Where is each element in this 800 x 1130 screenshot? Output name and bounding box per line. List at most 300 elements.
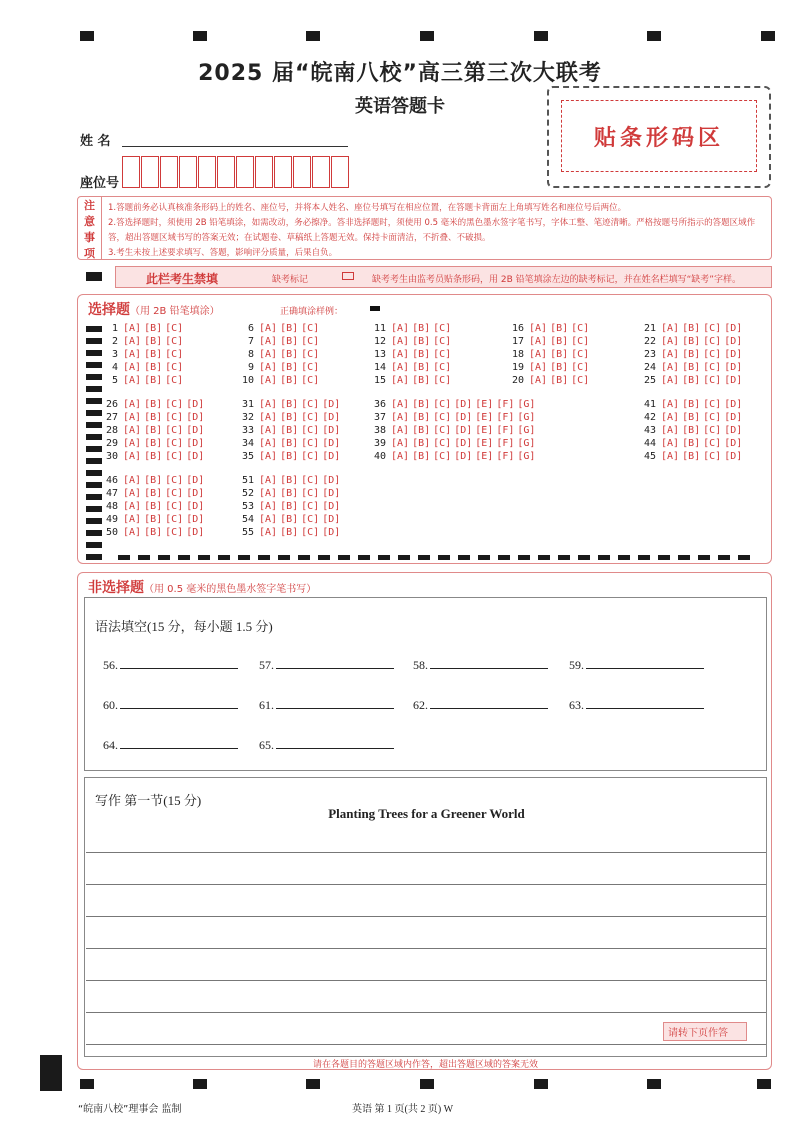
answer-bubble[interactable]: [B] [280, 501, 299, 512]
question-row [236, 501, 343, 512]
answer-bubble[interactable]: [A] [661, 375, 680, 386]
question-number: 30 [105, 451, 118, 462]
timing-mark [378, 555, 390, 560]
seat-digit-box[interactable] [274, 156, 292, 188]
answer-bubble[interactable]: [C] [703, 323, 722, 334]
answer-bubble[interactable]: [B] [682, 425, 701, 436]
blank-line[interactable] [120, 739, 238, 749]
answer-bubble[interactable]: [E] [475, 438, 494, 449]
answer-bubble[interactable]: [D] [454, 412, 473, 423]
answer-bubble[interactable]: [A] [391, 438, 410, 449]
answer-bubble[interactable]: [C] [165, 399, 184, 410]
question-number: 2 [111, 336, 118, 347]
answer-bubble[interactable]: [A] [391, 412, 410, 423]
answer-bubble[interactable]: [C] [301, 323, 320, 334]
answer-bubble[interactable]: [A] [123, 399, 142, 410]
answer-bubble[interactable]: [A] [529, 362, 548, 373]
answer-bubble[interactable]: [D] [186, 438, 205, 449]
answer-bubble[interactable]: [C] [165, 438, 184, 449]
answer-bubble[interactable]: [D] [186, 399, 205, 410]
answer-bubble[interactable]: [D] [186, 488, 205, 499]
answer-bubble[interactable]: [G] [517, 399, 536, 410]
answer-bubble[interactable]: [A] [123, 475, 142, 486]
answer-bubble[interactable]: [C] [571, 323, 590, 334]
answer-bubble[interactable]: [C] [301, 475, 320, 486]
answer-bubble[interactable]: [C] [703, 425, 722, 436]
answer-bubble[interactable]: [C] [703, 336, 722, 347]
blank-number: 59. [569, 658, 584, 672]
answer-bubble[interactable]: [A] [391, 349, 410, 360]
answer-bubble[interactable]: [C] [165, 323, 184, 334]
timing-mark [478, 555, 490, 560]
answer-bubble[interactable]: [D] [724, 438, 743, 449]
answer-bubble[interactable]: [B] [144, 412, 163, 423]
answer-bubble[interactable]: [A] [259, 501, 278, 512]
grammar-blank[interactable] [103, 738, 238, 753]
answer-bubble[interactable]: [B] [412, 349, 431, 360]
writing-line[interactable] [86, 1012, 766, 1013]
answer-bubble[interactable]: [D] [454, 451, 473, 462]
question-number: 29 [105, 438, 118, 449]
answer-bubble[interactable]: [D] [724, 399, 743, 410]
answer-bubble[interactable]: [D] [724, 451, 743, 462]
answer-bubble[interactable]: [B] [682, 451, 701, 462]
answer-bubble[interactable]: [C] [301, 362, 320, 373]
answer-bubble[interactable]: [A] [259, 336, 278, 347]
answer-bubble[interactable]: [B] [280, 323, 299, 334]
answer-bubble[interactable]: [B] [682, 336, 701, 347]
answer-bubble[interactable]: [D] [186, 451, 205, 462]
answer-bubble[interactable]: [D] [322, 514, 341, 525]
answer-bubble[interactable]: [C] [301, 488, 320, 499]
answer-bubble[interactable]: [D] [186, 425, 205, 436]
answer-bubble[interactable]: [A] [661, 323, 680, 334]
answer-bubble[interactable]: [D] [322, 488, 341, 499]
answer-bubble[interactable]: [C] [165, 514, 184, 525]
answer-bubble[interactable]: [C] [301, 425, 320, 436]
grammar-blank[interactable] [569, 698, 704, 713]
writing-line[interactable] [86, 852, 766, 853]
answer-bubble[interactable]: [B] [280, 412, 299, 423]
answer-bubble[interactable]: [C] [301, 527, 320, 538]
grammar-blank[interactable] [569, 658, 704, 673]
answer-bubble[interactable]: [A] [391, 362, 410, 373]
answer-bubble[interactable]: [B] [682, 399, 701, 410]
answer-bubble[interactable]: [B] [144, 323, 163, 334]
timing-mark [598, 555, 610, 560]
answer-bubble[interactable]: [A] [123, 527, 142, 538]
answer-bubble[interactable]: [B] [412, 412, 431, 423]
answer-bubble[interactable]: [B] [412, 451, 431, 462]
page-title: 2025 届“皖南八校”高三第三次大联考 [198, 61, 602, 86]
answer-bubble[interactable]: [B] [550, 375, 569, 386]
answer-bubble[interactable]: [B] [280, 451, 299, 462]
grammar-blank[interactable] [413, 698, 548, 713]
answer-bubble[interactable]: [C] [165, 336, 184, 347]
absent-mark-box[interactable] [342, 272, 354, 280]
answer-bubble[interactable]: [B] [682, 375, 701, 386]
grammar-blank[interactable] [259, 698, 394, 713]
answer-bubble[interactable]: [A] [391, 375, 410, 386]
answer-bubble[interactable]: [C] [703, 438, 722, 449]
answer-bubble[interactable]: [C] [301, 412, 320, 423]
seat-digit-box[interactable] [141, 156, 159, 188]
answer-bubble[interactable]: [A] [259, 527, 278, 538]
answer-bubble[interactable]: [B] [144, 362, 163, 373]
timing-mark [358, 555, 370, 560]
answer-bubble[interactable]: [B] [280, 475, 299, 486]
answer-bubble[interactable]: [C] [165, 451, 184, 462]
blank-line[interactable] [276, 739, 394, 749]
answer-bubble[interactable]: [B] [144, 349, 163, 360]
answer-bubble[interactable]: [B] [280, 349, 299, 360]
timing-mark [158, 555, 170, 560]
answer-bubble[interactable]: [D] [724, 425, 743, 436]
answer-bubble[interactable]: [B] [550, 336, 569, 347]
answer-bubble[interactable]: [B] [682, 412, 701, 423]
answer-bubble[interactable]: [B] [682, 349, 701, 360]
answer-bubble[interactable]: [B] [280, 514, 299, 525]
answer-bubble[interactable]: [C] [703, 399, 722, 410]
question-row [506, 323, 592, 334]
timing-mark [761, 31, 775, 41]
question-row [236, 323, 322, 334]
answer-bubble[interactable]: [A] [123, 336, 142, 347]
answer-bubble[interactable]: [C] [433, 362, 452, 373]
answer-bubble[interactable]: [C] [433, 412, 452, 423]
answer-bubble[interactable]: [B] [144, 336, 163, 347]
example-label: 正确填涂样例： [280, 307, 344, 317]
answer-bubble[interactable]: [A] [123, 514, 142, 525]
answer-bubble[interactable]: [F] [496, 412, 515, 423]
answer-bubble[interactable]: [C] [165, 349, 184, 360]
answer-bubble[interactable]: [F] [496, 451, 515, 462]
answer-bubble[interactable]: [C] [703, 349, 722, 360]
seat-digit-box[interactable] [312, 156, 330, 188]
answer-bubble[interactable]: [B] [280, 375, 299, 386]
answer-bubble[interactable]: [B] [412, 323, 431, 334]
answer-bubble[interactable]: [D] [454, 399, 473, 410]
answer-bubble[interactable]: [B] [550, 362, 569, 373]
answer-bubble[interactable]: [C] [433, 375, 452, 386]
blank-number: 56. [103, 658, 118, 672]
answer-bubble[interactable]: [A] [259, 349, 278, 360]
answer-bubble[interactable]: [B] [280, 362, 299, 373]
grammar-blank[interactable] [103, 698, 238, 713]
answer-bubble[interactable]: [B] [280, 438, 299, 449]
answer-bubble[interactable]: [A] [391, 323, 410, 334]
timing-mark [420, 31, 434, 41]
mc-title: 选择题 [88, 302, 130, 318]
answer-bubble[interactable]: [C] [301, 336, 320, 347]
grammar-blank[interactable] [259, 738, 394, 753]
answer-bubble[interactable]: [C] [433, 425, 452, 436]
answer-bubble[interactable]: [C] [165, 425, 184, 436]
question-row [100, 362, 186, 373]
answer-bubble[interactable]: [A] [259, 375, 278, 386]
answer-bubble[interactable]: [B] [412, 375, 431, 386]
answer-bubble[interactable]: [D] [454, 438, 473, 449]
answer-bubble[interactable]: [B] [144, 514, 163, 525]
answer-bubble[interactable]: [A] [123, 323, 142, 334]
answer-bubble[interactable]: [B] [682, 323, 701, 334]
answer-bubble[interactable]: [A] [259, 514, 278, 525]
answer-bubble[interactable]: [C] [301, 451, 320, 462]
answer-bubble[interactable]: [F] [496, 425, 515, 436]
timing-mark [86, 446, 102, 452]
nonmc-title: 非选择题 [88, 580, 144, 596]
timing-mark [86, 482, 102, 488]
answer-bubble[interactable]: [B] [412, 336, 431, 347]
answer-bubble[interactable]: [A] [123, 488, 142, 499]
answer-bubble[interactable]: [A] [259, 323, 278, 334]
answer-bubble[interactable]: [C] [301, 399, 320, 410]
answer-bubble[interactable]: [C] [571, 336, 590, 347]
answer-bubble[interactable]: [A] [259, 362, 278, 373]
answer-bubble[interactable]: [D] [322, 527, 341, 538]
answer-bubble[interactable]: [A] [123, 412, 142, 423]
answer-bubble[interactable]: [B] [412, 399, 431, 410]
answer-bubble[interactable]: [C] [301, 501, 320, 512]
name-field[interactable] [122, 146, 348, 147]
writing-line[interactable] [86, 980, 766, 981]
seat-digit-box[interactable] [217, 156, 235, 188]
blank-line[interactable] [430, 699, 548, 709]
seat-digit-box[interactable] [198, 156, 216, 188]
answer-bubble[interactable]: [A] [123, 375, 142, 386]
writing-line[interactable] [86, 884, 766, 885]
forbid-bar [115, 266, 772, 288]
question-number: 20 [511, 375, 524, 386]
answer-bubble[interactable]: [C] [433, 349, 452, 360]
answer-bubble[interactable]: [B] [144, 425, 163, 436]
answer-bubble[interactable]: [A] [259, 412, 278, 423]
answer-bubble[interactable]: [A] [259, 451, 278, 462]
answer-bubble[interactable]: [D] [186, 412, 205, 423]
answer-bubble[interactable]: [D] [454, 425, 473, 436]
answer-bubble[interactable]: [D] [322, 425, 341, 436]
answer-bubble[interactable]: [C] [301, 514, 320, 525]
question-number: 32 [241, 412, 254, 423]
seat-digit-box[interactable] [255, 156, 273, 188]
answer-bubble[interactable]: [E] [475, 412, 494, 423]
grammar-blank[interactable] [413, 658, 548, 673]
grammar-blank[interactable] [103, 658, 238, 673]
answer-bubble[interactable]: [C] [433, 323, 452, 334]
answer-bubble[interactable]: [A] [529, 336, 548, 347]
answer-bubble[interactable]: [A] [661, 412, 680, 423]
answer-bubble[interactable]: [A] [529, 323, 548, 334]
blank-line[interactable] [276, 699, 394, 709]
notice-side-char: 注 [84, 199, 95, 212]
seat-digit-box[interactable] [160, 156, 178, 188]
answer-bubble[interactable]: [E] [475, 425, 494, 436]
answer-bubble[interactable]: [A] [661, 349, 680, 360]
answer-bubble[interactable]: [B] [144, 527, 163, 538]
answer-bubble[interactable]: [B] [144, 451, 163, 462]
writing-line[interactable] [86, 948, 766, 949]
answer-bubble[interactable]: [A] [123, 425, 142, 436]
answer-bubble[interactable]: [D] [724, 412, 743, 423]
answer-bubble[interactable]: [D] [724, 336, 743, 347]
answer-bubble[interactable]: [A] [123, 362, 142, 373]
answer-bubble[interactable]: [B] [144, 438, 163, 449]
answer-bubble[interactable]: [A] [123, 349, 142, 360]
seat-digit-box[interactable] [331, 156, 349, 188]
answer-bubble[interactable]: [A] [259, 475, 278, 486]
blank-line[interactable] [586, 659, 704, 669]
answer-bubble[interactable]: [D] [186, 501, 205, 512]
answer-bubble[interactable]: [B] [144, 375, 163, 386]
answer-bubble[interactable]: [A] [259, 425, 278, 436]
answer-bubble[interactable]: [A] [391, 336, 410, 347]
answer-bubble[interactable]: [B] [144, 399, 163, 410]
question-number: 40 [373, 451, 386, 462]
notice-side-char: 事 [84, 231, 95, 244]
answer-bubble[interactable]: [A] [123, 501, 142, 512]
answer-bubble[interactable]: [B] [144, 488, 163, 499]
seat-digit-box[interactable] [293, 156, 311, 188]
answer-bubble[interactable]: [A] [259, 488, 278, 499]
answer-bubble[interactable]: [B] [280, 488, 299, 499]
answer-bubble[interactable]: [B] [144, 501, 163, 512]
answer-bubble[interactable]: [C] [433, 438, 452, 449]
answer-bubble[interactable]: [C] [165, 527, 184, 538]
answer-bubble[interactable]: [F] [496, 438, 515, 449]
answer-bubble[interactable]: [D] [322, 438, 341, 449]
notice-item: 2.答选择题时，须使用 2B 铅笔填涂，如需改动，务必擦净。答非选择题时，须使用 0.5 毫米的黑色墨水签字笔书写，字体工整、笔迹清晰。严格按题号所指示的答题区域作答，超出答题区域书写的答案无效；在试题卷、草稿纸上答题无效。保持卡面清洁，不折叠、不破损。 [108, 218, 756, 243]
answer-bubble[interactable]: [D] [322, 399, 341, 410]
answer-bubble[interactable]: [A] [391, 399, 410, 410]
answer-bubble[interactable]: [B] [682, 362, 701, 373]
notice-item: 3.考生未按上述要求填写、答题，影响评分质量，后果自负。 [108, 248, 338, 258]
answer-bubble[interactable]: [D] [322, 412, 341, 423]
answer-bubble[interactable]: [D] [322, 475, 341, 486]
answer-bubble[interactable]: [D] [186, 514, 205, 525]
answer-bubble[interactable]: [B] [550, 349, 569, 360]
answer-bubble[interactable]: [A] [391, 451, 410, 462]
answer-bubble[interactable]: [B] [412, 362, 431, 373]
blank-line[interactable] [120, 699, 238, 709]
answer-bubble[interactable]: [D] [186, 475, 205, 486]
timing-mark [86, 362, 102, 368]
answer-bubble[interactable]: [C] [301, 349, 320, 360]
answer-bubble[interactable]: [E] [475, 399, 494, 410]
seat-digit-box[interactable] [179, 156, 197, 188]
answer-bubble[interactable]: [D] [724, 375, 743, 386]
seat-digit-box[interactable] [122, 156, 140, 188]
answer-bubble[interactable]: [A] [529, 375, 548, 386]
answer-bubble[interactable]: [A] [661, 425, 680, 436]
question-row [100, 412, 207, 423]
writing-line[interactable] [86, 916, 766, 917]
answer-bubble[interactable]: [D] [322, 501, 341, 512]
question-row [638, 451, 745, 462]
answer-bubble[interactable]: [B] [412, 438, 431, 449]
answer-bubble[interactable]: [B] [280, 336, 299, 347]
answer-bubble[interactable]: [A] [661, 438, 680, 449]
answer-bubble[interactable]: [G] [517, 451, 536, 462]
grammar-blank[interactable] [259, 658, 394, 673]
answer-bubble[interactable]: [A] [661, 451, 680, 462]
answer-bubble[interactable]: [F] [496, 399, 515, 410]
writing-line[interactable] [86, 1044, 766, 1045]
question-number: 6 [247, 323, 254, 334]
question-row [236, 412, 343, 423]
notice-side-label [78, 197, 102, 259]
answer-bubble[interactable]: [B] [550, 323, 569, 334]
answer-bubble[interactable]: [C] [571, 349, 590, 360]
answer-bubble[interactable]: [C] [703, 451, 722, 462]
answer-bubble[interactable]: [C] [165, 488, 184, 499]
question-number: 17 [511, 336, 524, 347]
question-number: 42 [643, 412, 656, 423]
answer-bubble[interactable]: [C] [703, 375, 722, 386]
barcode-area [547, 86, 771, 188]
answer-bubble[interactable]: [A] [661, 336, 680, 347]
answer-bubble[interactable]: [B] [682, 438, 701, 449]
answer-bubble[interactable]: [A] [391, 425, 410, 436]
answer-bubble[interactable]: [B] [280, 527, 299, 538]
answer-bubble[interactable]: [C] [703, 362, 722, 373]
answer-bubble[interactable]: [B] [144, 475, 163, 486]
answer-bubble[interactable]: [C] [165, 501, 184, 512]
seat-digit-box[interactable] [236, 156, 254, 188]
blank-line[interactable] [586, 699, 704, 709]
timing-mark [618, 555, 630, 560]
answer-bubble[interactable]: [C] [433, 451, 452, 462]
answer-bubble[interactable]: [C] [571, 362, 590, 373]
answer-bubble[interactable]: [A] [661, 362, 680, 373]
answer-bubble[interactable]: [D] [724, 323, 743, 334]
answer-bubble[interactable]: [A] [259, 438, 278, 449]
answer-bubble[interactable]: [A] [123, 438, 142, 449]
blank-line[interactable] [276, 659, 394, 669]
answer-bubble[interactable]: [E] [475, 451, 494, 462]
timing-mark [698, 555, 710, 560]
answer-bubble[interactable]: [C] [165, 412, 184, 423]
blank-line[interactable] [120, 659, 238, 669]
answer-bubble[interactable]: [G] [517, 438, 536, 449]
answer-bubble[interactable]: [G] [517, 412, 536, 423]
answer-bubble[interactable]: [D] [724, 362, 743, 373]
answer-bubble[interactable]: [D] [724, 349, 743, 360]
answer-bubble[interactable]: [C] [301, 375, 320, 386]
timing-mark [193, 31, 207, 41]
timing-mark [86, 506, 102, 512]
answer-bubble[interactable]: [B] [412, 425, 431, 436]
answer-bubble[interactable]: [C] [571, 375, 590, 386]
answer-bubble[interactable]: [A] [661, 399, 680, 410]
answer-bubble[interactable]: [C] [433, 399, 452, 410]
answer-bubble[interactable]: [C] [165, 362, 184, 373]
answer-bubble[interactable]: [C] [301, 438, 320, 449]
answer-bubble[interactable]: [A] [259, 399, 278, 410]
blank-line[interactable] [430, 659, 548, 669]
answer-bubble[interactable]: [C] [703, 412, 722, 423]
mc-note: （用 2B 铅笔填涂） [130, 306, 220, 317]
answer-bubble[interactable]: [A] [529, 349, 548, 360]
answer-bubble[interactable]: [C] [165, 375, 184, 386]
answer-bubble[interactable]: [B] [280, 425, 299, 436]
answer-bubble[interactable]: [D] [322, 451, 341, 462]
answer-bubble[interactable]: [C] [165, 475, 184, 486]
answer-bubble[interactable]: [B] [280, 399, 299, 410]
answer-bubble[interactable]: [D] [186, 527, 205, 538]
answer-bubble[interactable]: [C] [433, 336, 452, 347]
answer-bubble[interactable]: [G] [517, 425, 536, 436]
answer-bubble[interactable]: [A] [123, 451, 142, 462]
